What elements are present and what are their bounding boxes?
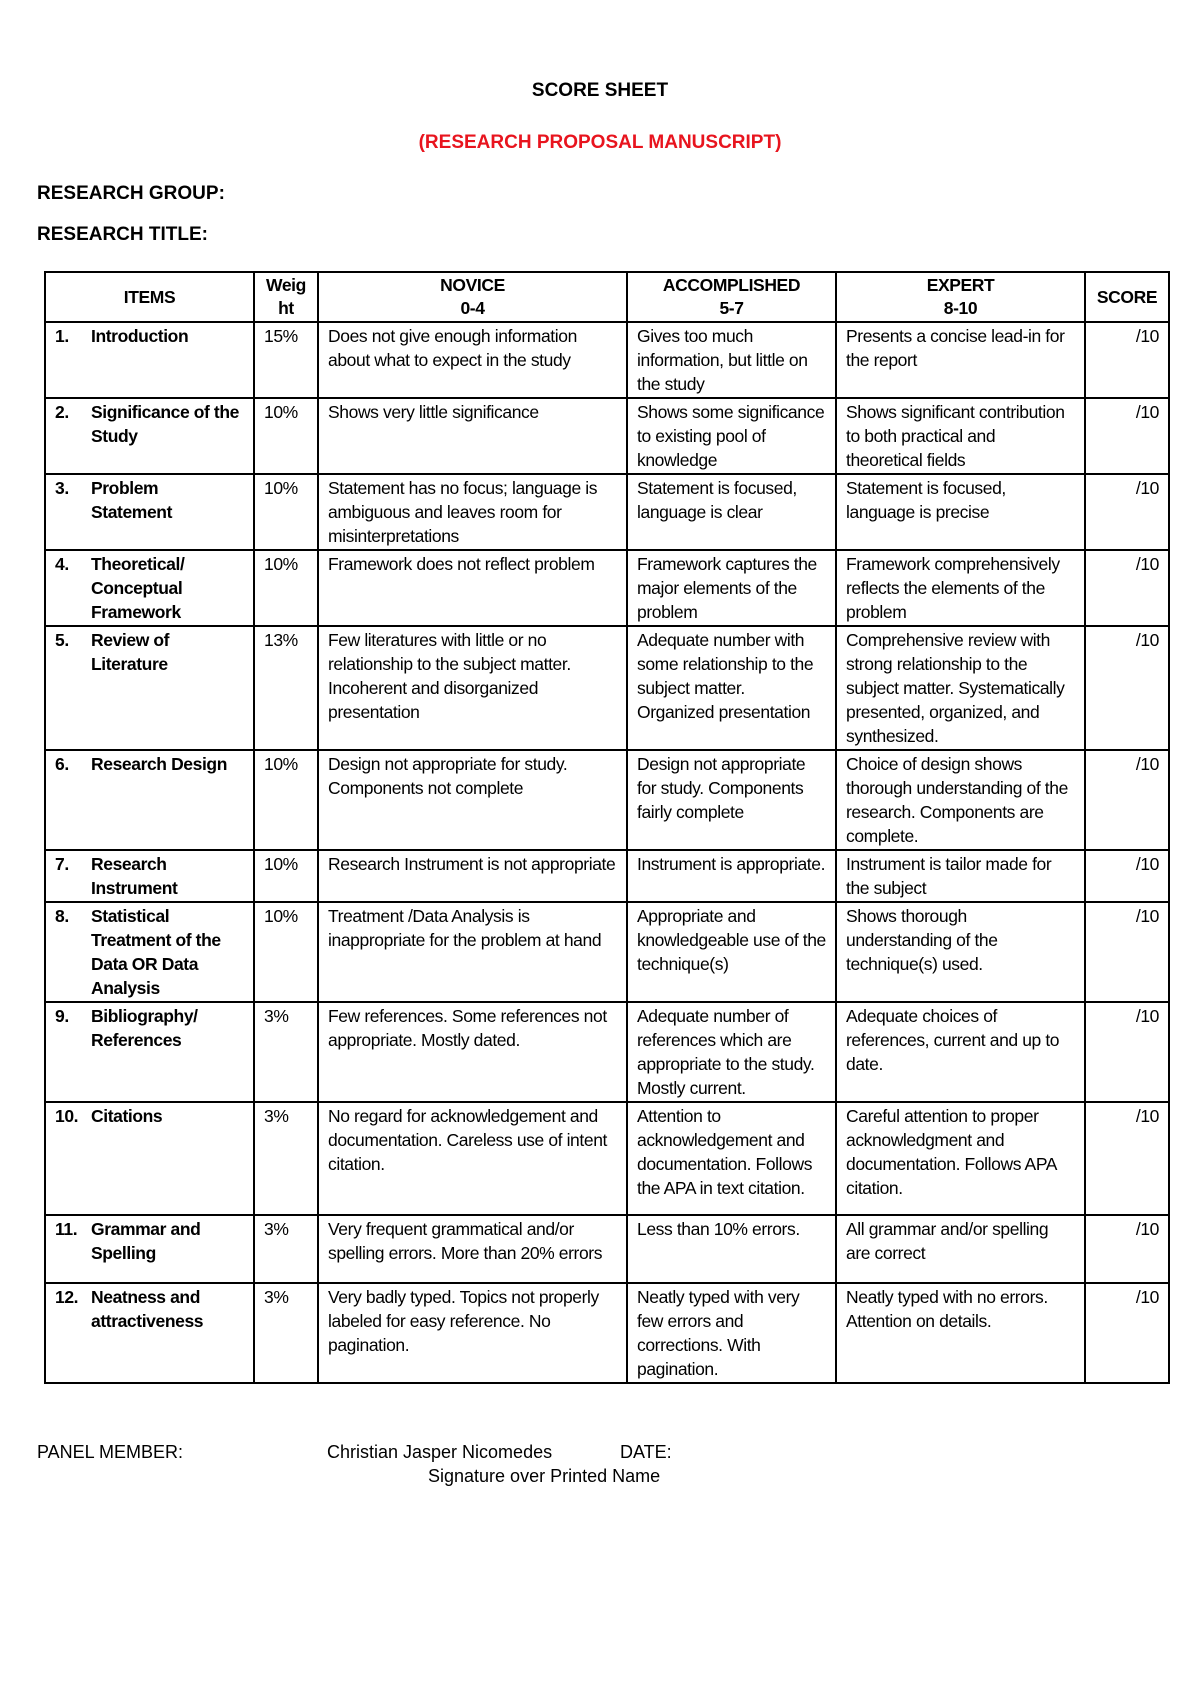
score-cell: /10 [1085, 902, 1169, 1002]
score-cell: /10 [1085, 550, 1169, 626]
weight-cell: 10% [254, 474, 318, 550]
expert-cell: Instrument is tailor made for the subject [836, 850, 1085, 902]
novice-cell: Statement has no focus; language is ambiguous and leaves room for misinterpretations [318, 474, 627, 550]
table-header-row [45, 272, 1169, 322]
table-row [45, 322, 1169, 398]
item-number: 5. [55, 630, 69, 650]
table-row [45, 750, 1169, 850]
accomplished-cell: Shows some significance to existing pool of knowledge [627, 398, 836, 474]
item-name: Research Instrument [91, 854, 178, 898]
expert-cell: Comprehensive review with strong relationship to the subject matter. Systematically presented, organized, and synthesized. [836, 626, 1085, 750]
table-row [45, 550, 1169, 626]
header-accomplished: ACCOMPLISHED 5-7 [627, 272, 836, 322]
header-weight: Weig ht [254, 272, 318, 322]
table-row [45, 1215, 1169, 1283]
signature-label: Signature over Printed Name [428, 1466, 661, 1486]
table-row [45, 850, 1169, 902]
item-cell [45, 1102, 254, 1215]
expert-cell: All grammar and/or spelling are correct [836, 1215, 1085, 1283]
item-cell [45, 322, 254, 398]
score-cell: /10 [1085, 850, 1169, 902]
weight-cell: 3% [254, 1283, 318, 1383]
weight-cell: 3% [254, 1215, 318, 1283]
research-group-label: RESEARCH GROUP: [37, 183, 225, 204]
header-expert: EXPERT 8-10 [836, 272, 1085, 322]
item-name: Grammar and Spelling [91, 1219, 201, 1263]
expert-cell: Choice of design shows thorough understanding of the research. Components are complete. [836, 750, 1085, 850]
expert-cell: Presents a concise lead-in for the report [836, 322, 1085, 398]
item-number: 7. [55, 854, 69, 874]
score-cell: /10 [1085, 1102, 1169, 1215]
item-cell [45, 850, 254, 902]
novice-cell: Shows very little significance [318, 398, 627, 474]
expert-cell: Shows thorough understanding of the technique(s) used. [836, 902, 1085, 1002]
item-number: 1. [55, 326, 69, 346]
date-label: DATE: [620, 1442, 672, 1462]
accomplished-cell: Instrument is appropriate. [627, 850, 836, 902]
accomplished-cell: Statement is focused, language is clear [627, 474, 836, 550]
novice-cell: Framework does not reflect problem [318, 550, 627, 626]
weight-cell: 10% [254, 550, 318, 626]
score-cell: /10 [1085, 750, 1169, 850]
accomplished-cell: Attention to acknowledgement and documentation. Follows the APA in text citation. [627, 1102, 836, 1215]
item-name: Introduction [91, 326, 189, 346]
item-cell [45, 626, 254, 750]
accomplished-cell: Design not appropriate for study. Components fairly complete [627, 750, 836, 850]
item-number: 12. [55, 1287, 79, 1307]
item-cell [45, 1002, 254, 1102]
research-title-label: RESEARCH TITLE: [37, 224, 208, 245]
item-cell [45, 1215, 254, 1283]
expert-cell: Framework comprehensively reflects the elements of the problem [836, 550, 1085, 626]
weight-cell: 10% [254, 902, 318, 1002]
item-name: Bibliography/ References [91, 1006, 198, 1050]
item-name: Significance of the Study [91, 402, 239, 446]
expert-cell: Careful attention to proper acknowledgment and documentation. Follows APA citation. [836, 1102, 1085, 1215]
item-cell [45, 550, 254, 626]
item-cell [45, 902, 254, 1002]
score-cell: /10 [1085, 322, 1169, 398]
table-row [45, 474, 1169, 550]
score-cell: /10 [1085, 1002, 1169, 1102]
novice-cell: Few references. Some references not appropriate. Mostly dated. [318, 1002, 627, 1102]
item-name: Citations [91, 1106, 163, 1126]
weight-cell: 10% [254, 750, 318, 850]
weight-cell: 13% [254, 626, 318, 750]
table-row [45, 626, 1169, 750]
item-cell [45, 474, 254, 550]
item-name: Statistical Treatment of the Data OR Data Analysis [91, 906, 221, 998]
header-items: ITEMS [45, 272, 254, 322]
novice-cell: Few literatures with little or no relationship to the subject matter. Incoherent and disorganized presentation [318, 626, 627, 750]
weight-cell: 10% [254, 398, 318, 474]
novice-cell: Does not give enough information about what to expect in the study [318, 322, 627, 398]
novice-cell: Research Instrument is not appropriate [318, 850, 627, 902]
expert-cell: Statement is focused, language is precise [836, 474, 1085, 550]
accomplished-cell: Adequate number of references which are appropriate to the study. Mostly current. [627, 1002, 836, 1102]
novice-cell: Design not appropriate for study. Components not complete [318, 750, 627, 850]
expert-cell: Shows significant contribution to both practical and theoretical fields [836, 398, 1085, 474]
header-novice: NOVICE 0-4 [318, 272, 627, 322]
weight-cell: 3% [254, 1102, 318, 1215]
expert-cell: Adequate choices of references, current and up to date. [836, 1002, 1085, 1102]
accomplished-cell: Adequate number with some relationship to the subject matter. Organized presentation [627, 626, 836, 750]
accomplished-cell: Less than 10% errors. [627, 1215, 836, 1283]
weight-cell: 10% [254, 850, 318, 902]
item-number: 2. [55, 402, 69, 422]
score-cell: /10 [1085, 626, 1169, 750]
table-row [45, 1283, 1169, 1383]
weight-cell: 15% [254, 322, 318, 398]
panel-member-label: PANEL MEMBER: [37, 1442, 184, 1462]
item-number: 6. [55, 754, 69, 774]
accomplished-cell: Gives too much information, but little on the study [627, 322, 836, 398]
item-name: Review of Literature [91, 630, 170, 674]
item-number: 9. [55, 1006, 69, 1026]
page-title: SCORE SHEET [531, 80, 669, 101]
score-cell: /10 [1085, 398, 1169, 474]
item-name: Research Design [91, 754, 228, 774]
table-row [45, 902, 1169, 1002]
accomplished-cell: Appropriate and knowledgeable use of the technique(s) [627, 902, 836, 1002]
page-subtitle: (RESEARCH PROPOSAL MANUSCRIPT) [418, 132, 782, 153]
novice-cell: No regard for acknowledgement and documentation. Careless use of intent citation. [318, 1102, 627, 1215]
weight-cell: 3% [254, 1002, 318, 1102]
score-cell: /10 [1085, 474, 1169, 550]
item-number: 4. [55, 554, 69, 574]
novice-cell: Very frequent grammatical and/or spelling errors. More than 20% errors [318, 1215, 627, 1283]
item-name: Problem Statement [91, 478, 173, 522]
table-row [45, 398, 1169, 474]
item-number: 8. [55, 906, 69, 926]
novice-cell: Very badly typed. Topics not properly labeled for easy reference. No pagination. [318, 1283, 627, 1383]
item-cell [45, 750, 254, 850]
item-cell [45, 398, 254, 474]
expert-cell: Neatly typed with no errors. Attention on details. [836, 1283, 1085, 1383]
item-cell [45, 1283, 254, 1383]
score-table [44, 271, 1170, 1384]
accomplished-cell: Framework captures the major elements of the problem [627, 550, 836, 626]
item-number: 10. [55, 1106, 79, 1126]
header-score: SCORE [1085, 272, 1169, 322]
table-row [45, 1102, 1169, 1215]
item-number: 3. [55, 478, 69, 498]
item-name: Neatness and attractiveness [91, 1287, 204, 1331]
score-cell: /10 [1085, 1215, 1169, 1283]
table-row [45, 1002, 1169, 1102]
accomplished-cell: Neatly typed with very few errors and corrections. With pagination. [627, 1283, 836, 1383]
item-number: 11. [55, 1219, 78, 1239]
score-cell: /10 [1085, 1283, 1169, 1383]
novice-cell: Treatment /Data Analysis is inappropriate for the problem at hand [318, 902, 627, 1002]
panel-member-name: Christian Jasper Nicomedes [327, 1442, 553, 1462]
item-name: Theoretical/ Conceptual Framework [91, 554, 185, 622]
